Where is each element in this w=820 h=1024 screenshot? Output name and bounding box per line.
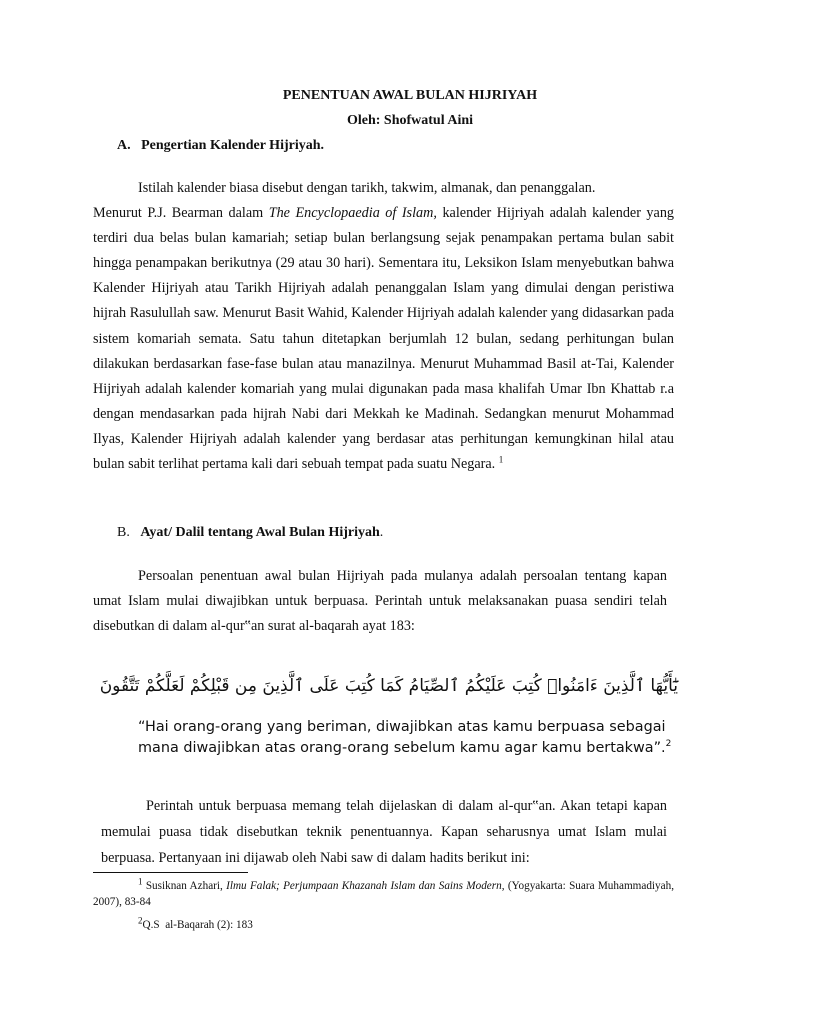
paragraph-fasting-command: Persoalan penentuan awal bulan Hijriyah pada mulanya adalah persoalan tentang kapan umat Islam mulai diwajibkan untuk berpuasa. Perintah untuk melaksanakan puasa sendiri telah disebutkan di dalam al-qur‟an surat al-baqarah ayat 183: — [93, 568, 667, 634]
paragraph-hadith-intro: Perintah untuk berpuasa memang telah dijelaskan di dalam al-qur‟an. Akan tetapi kapan memulai puasa tidak disebutkan teknik penentuannya. Kapan seharusnya umat Islam mulai berpuasa. Pertanyaan ini dijawab oleh Nabi saw di dalam hadits berikut ini: — [101, 798, 667, 866]
footnote-1 — [93, 878, 674, 910]
section-a-heading — [117, 138, 324, 154]
footnote-1-book-title: Ilmu Falak; Perjumpaan Khazanah Islam dan Sains Modern, — [226, 880, 505, 892]
footnote-1-number: 1 — [138, 876, 143, 887]
section-b-title-end: . — [379, 525, 384, 540]
arabic-verse: يَٰٓأَيُّهَا ٱلَّذِينَ ءَامَنُوا۟ كُتِبَ عَلَيْكُمُ ٱلصِّيَامُ كَمَا كُتِبَ عَلَى ٱلَّذِينَ مِن قَبْلِكُمْ لَعَلَّكُمْ تَتَّقُونَ — [99, 676, 678, 696]
paragraph-definition-rest: kalender Hijriyah adalah kalender yang terdiri dua belas bulan kamariah; setiap bulan berlangsung sejak penampakan pertama bulan sabit hingga penampakan berikutnya (29 atau 30 hari). Sementara itu, Leksikon Islam menyebutkan bahwa Kalender Hijriyah atau Tarikh Hijriyah adalah penanggalan Islam yang dimulai dengan peristiwa hijrah Rasulullah saw. Menurut Basit Wahid, Kalender Hijriyah adalah kalender yang didasarkan pada sistem komariah semata. Satu tahun ditetapkan berjumlah 12 bulan, sedang perhitungan bulan dilakukan berdasarkan fase-fase bulan atau manazilnya. Menurut Muhammad Basil at-Tai, Kalender Hijriyah adalah kalender komariah yang mulai digunakan pada masa khalifah Umar Ibn Khattab r.a dengan mendasarkan pada hijrah Nabi dari Mekkah ke Madinah. Sedangkan menurut Mohammad Ilyas, Kalender Hijriyah adalah kalender yang berdasar atas perhitungan kemungkinan hilal atau bulan sabit terlihat pertama kali dari sebuah tempat pada suatu Negara. — [93, 205, 675, 473]
section-a-title-end: . — [320, 138, 325, 153]
paragraph-definition-line1: Istilah kalender biasa disebut dengan tarikh, takwim, almanak, dan penanggalan. — [138, 180, 596, 196]
footnote-ref-1[interactable]: 1 — [498, 454, 504, 465]
footnote-ref-2[interactable]: 2 — [665, 738, 672, 749]
section-b-heading — [117, 525, 383, 541]
footnote-2-number: 2 — [138, 915, 143, 926]
paragraph-definition — [93, 176, 674, 477]
section-b-title: Ayat/ Dalil tentang Awal Bulan Hijriyah — [140, 525, 380, 540]
verse-translation — [138, 717, 678, 758]
paragraph-definition-body — [93, 201, 674, 477]
footnote-2-text: Q.S al-Baqarah (2): 183 — [142, 919, 253, 931]
paragraph-definition-lead: Menurut P.J. Bearman dalam — [93, 205, 264, 222]
section-a-title: Pengertian Kalender Hijriyah — [141, 138, 321, 153]
document-title: PENENTUAN AWAL BULAN HIJRIYAH — [282, 88, 538, 103]
section-a-marker: A. — [117, 138, 131, 153]
footnote-1-publisher: (Yogyakarta: Suara Muhammadiyah, 2007), 83-84 — [93, 880, 674, 908]
section-b-marker: B. — [117, 525, 130, 540]
footnote-2 — [138, 915, 253, 931]
encyclopaedia-title: The Encyclopaedia of Islam, — [268, 205, 437, 222]
verse-translation-text: “Hai orang-orang yang beriman, diwajibkan atas kamu berpuasa sebagaimana diwajibkan atas orang-orang sebelum kamu agar kamu bertakwa”. — [138, 719, 666, 756]
footnote-1-author: Susiknan Azhari, — [145, 880, 223, 892]
footnote-separator — [93, 872, 248, 873]
author-line: Oleh: Shofwatul Aini — [346, 113, 474, 128]
